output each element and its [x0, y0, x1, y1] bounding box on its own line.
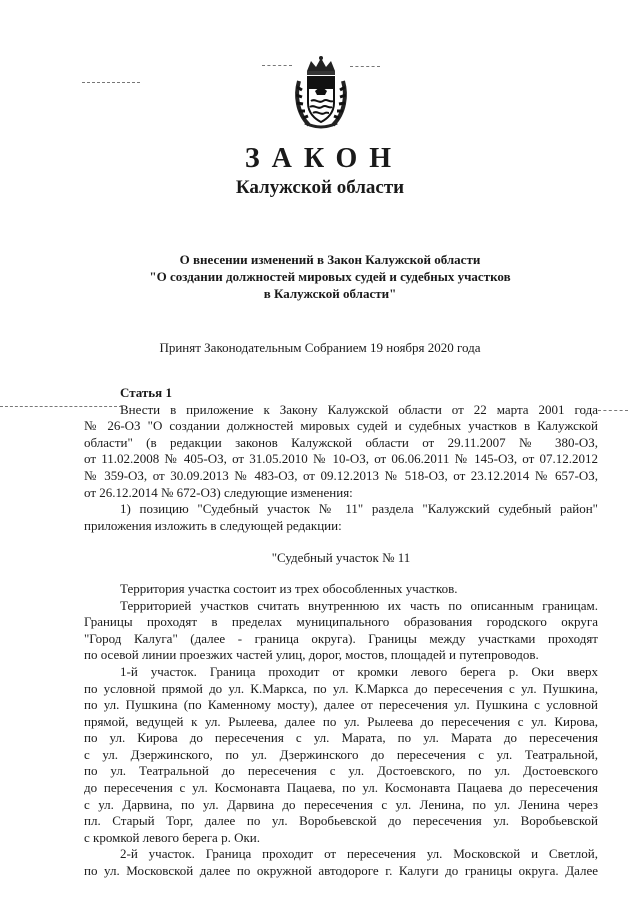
text-line: от 11.02.2008 № 405-ОЗ, от 31.05.2010 № 10-ОЗ, от 06.06.2011 № 145-ОЗ, от 07.12.2012 — [84, 451, 598, 467]
document-body — [84, 385, 598, 880]
document-title: ЗАКОН — [244, 143, 404, 174]
text-line: 1) позицию "Судебный участок № 11" раздела "Калужский судебный район" — [120, 501, 598, 517]
text-line: Территорией участков считать внутреннюю их часть по описанным границам. — [120, 597, 598, 613]
text-line: 1-й участок. Граница проходит от кромки левого берега р. Оки вверх — [120, 663, 598, 679]
text-line: по условной прямой до ул. К.Маркса, по ул. К.Маркса до пересечения с ул. Пушкина, — [84, 680, 598, 696]
section-title: "Судебный участок № 11 — [271, 550, 411, 566]
intro-paragraph — [84, 402, 598, 502]
text-line: с кромкой левого берега р. Оки. — [84, 829, 260, 845]
text-line: пл. Старый Торг, далее по ул. Воробьевской до пересечения ул. Воробьевской — [84, 813, 598, 829]
text-line: Внести в приложение к Закону Калужской области от 22 марта 2001 года — [120, 401, 598, 417]
text-line: до пересечения с ул. Космонавта Пацаева, по ул. Космонавта Пацаева до пересечения — [84, 780, 598, 796]
text-line: по ул. Московской далее по окружной автодороге г. Калуги до границы округа. Далее — [84, 863, 598, 879]
text-line: с ул. Дарвина, по ул. Дарвина до пересечения с ул. Ленина, по ул. Ленина через — [84, 796, 598, 812]
law-heading — [100, 251, 560, 302]
scan-artifact-line — [350, 66, 380, 67]
text-line: 2-й участок. Граница проходит от пересечения ул. Московской и Светлой, — [120, 846, 598, 862]
plot-1-paragraph — [84, 664, 598, 847]
text-line: от 26.12.2014 № 672-ОЗ) следующие изменения: — [84, 484, 353, 500]
heading-line: "О создании должностей мировых судей и судебных участков — [149, 269, 511, 284]
text-line: Территория участка состоит из трех обособленных участков. — [120, 580, 458, 596]
plot-2-paragraph — [84, 846, 598, 879]
adoption-date: Принят Законодательным Собранием 19 ноября 2020 года — [159, 340, 481, 355]
document-subtitle: Калужской области — [235, 177, 405, 198]
text-line: области" (в редакции законов Калужской области от 29.11.2007 № 380-ОЗ, — [84, 434, 598, 450]
text-line: Границы проходят в пределах муниципального образования городского округа — [84, 614, 598, 630]
article-heading: Статья 1 — [120, 385, 172, 400]
text-line: № 359-ОЗ, от 30.09.2013 № 483-ОЗ, от 09.12.2013 № 518-ОЗ, от 23.12.2014 № 657-ОЗ, — [84, 467, 598, 483]
text-line: с ул. Дзержинского, по ул. Дзержинского до пересечения с ул. Театральной, — [84, 746, 598, 762]
text-line: по осевой линии проезжих частей улиц, дорог, мостов, площадей и путепроводов. — [84, 647, 539, 663]
text-line: по ул. Кирова до пересечения с ул. Марата, по ул. Марата до пересечения — [84, 730, 598, 746]
scan-artifact-line — [262, 65, 292, 66]
heading-line: в Калужской области" — [263, 286, 397, 301]
heading-line: О внесении изменений в Закон Калужской области — [179, 252, 481, 267]
coat-of-arms-emblem — [293, 55, 349, 131]
text-line: прямой, ведущей к ул. Рылеева, далее по ул. Рылеева до пересечения с ул. Кирова, — [84, 713, 598, 729]
territory-paragraph — [84, 581, 598, 598]
text-line: № 26-ОЗ "О создании должностей мировых судей и судебных участков в Калужской — [84, 418, 598, 434]
text-line: по ул. Пушкина (по Каменному мосту), далее от пересечения ул. Пушкина с условной — [84, 697, 598, 713]
borders-paragraph — [84, 598, 598, 664]
scan-artifact-line — [82, 82, 140, 83]
text-line: приложения изложить в следующей редакции: — [84, 517, 342, 533]
item-1-paragraph — [84, 501, 598, 534]
text-line: по ул. Театральной до пересечения с ул. Достоевского, по ул. Достоевского — [84, 763, 598, 779]
text-line: "Город Калуга" (далее - граница округа). Границы между участками проходят — [84, 630, 598, 646]
scan-artifact-line — [598, 410, 628, 411]
